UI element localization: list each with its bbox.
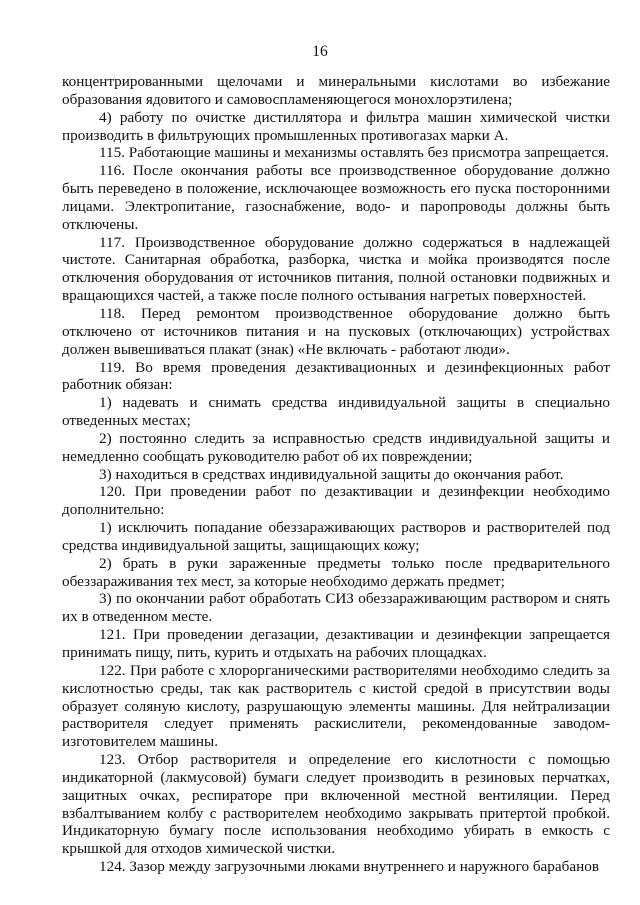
clause-117: 117. Производственное оборудование должно содержаться в надлежащей чистоте. Санитарная обработка, разборка, чистка и мойка производятся после отключения оборудования от источников питания, полной остановки подвижных и вращающихся частей, а также после полного остывания нагретых поверхностей. [62, 233, 610, 305]
clause-120-item-3: 3) по окончании работ обработать СИЗ обеззараживающим раствором и снять их в отведенном месте. [62, 590, 610, 626]
document-body [62, 73, 610, 876]
clause-118: 118. Перед ремонтом производственное оборудование должно быть отключено от источников питания и на пусковых (отключающих) устройствах должен вывешиваться плакат (знак) «Не включать - работают люди». [62, 304, 610, 358]
clause-116: 116. После окончания работы все производственное оборудование должно быть переведено в положение, исключающее возможность его пуска посторонними лицами. Электропитание, газоснабжение, водо- и паропроводы должны быть отключены. [62, 162, 610, 233]
clause-119-item-3: 3) находиться в средствах индивидуальной защиты до окончания работ. [99, 465, 564, 483]
clause-120: 120. При проведении работ по дезактивации и дезинфекции необходимо дополнительно: [62, 483, 610, 519]
clause-121: 121. При проведении дегазации, дезактивации и дезинфекции запрещается принимать пищу, пить, курить и отдыхать на рабочих площадках. [62, 626, 610, 661]
clause-119: 119. Во время проведения дезактивационных и дезинфекционных работ работник обязан: [62, 358, 610, 394]
clause-122: 122. При работе с хлорорганическими растворителями необходимо следить за кислотностью среды, так как растворитель с кистой средой в присутствии воды образует соляную кислоту, разрушающую элементы машины. Для нейтрализации растворителя следует применять раскислители, рекомендованные заводом-изготовителем машины. [62, 661, 610, 751]
clause-120-item-2: 2) брать в руки зараженные предметы только после предварительного обеззараживания тех мест, за которые необходимо держать предмет; [62, 554, 610, 590]
clause-120-item-1: 1) исключить попадание обеззараживающих растворов и растворителей под средства индивидуальной защиты, защищающих кожу; [62, 519, 610, 554]
clause-124: 124. Зазор между загрузочными люками внутреннего и наружного барабанов [99, 858, 599, 876]
clause-119-item-1: 1) надевать и снимать средства индивидуальной защиты в специально отведенных местах; [62, 394, 610, 430]
paragraph-continuation: концентрированными щелочами и минеральными кислотами во избежание образования ядовитого и самовоспламеняющегося монохлорэтилена; [62, 73, 610, 108]
page-number: 16 [312, 43, 328, 60]
clause-115: 115. Работающие машины и механизмы оставлять без присмотра запрещается. [99, 144, 609, 162]
clause-119-item-2: 2) постоянно следить за исправностью средств индивидуальной защиты и немедленно сообщать руководителю работ об их повреждении; [62, 429, 610, 465]
list-item-4: 4) работу по очистке дистиллятора и фильтра машин химической чистки производить в фильтрующих промышленных противогазах марки А. [62, 108, 610, 144]
clause-123: 123. Отбор растворителя и определение его кислотности с помощью индикаторной (лакмусовой) бумаги следует производить в резиновых перчатках, защитных очках, респираторе при включенной местной вентиляции. Перед взбалтыванием колбу с растворителем необходимо закрывать притертой пробкой. Индикаторную бумагу после использования необходимо убирать в емкость с крышкой для отходов химической чистки. [62, 751, 610, 858]
